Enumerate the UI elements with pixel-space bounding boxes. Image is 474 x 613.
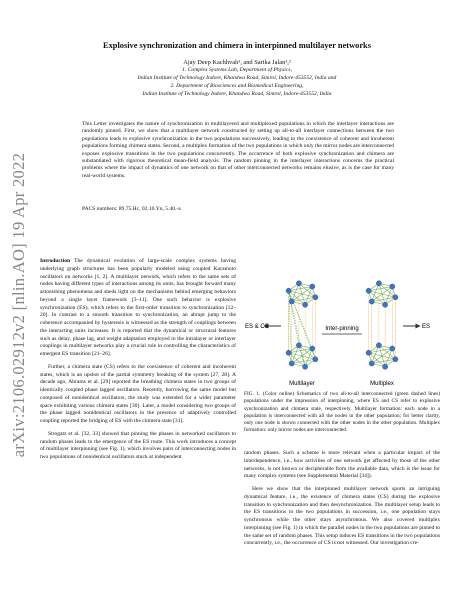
network-node <box>313 357 318 362</box>
intra-layer-edge <box>369 287 393 291</box>
paper-title: Explosive synchronization and chimera in interpinned multilayer networks <box>103 41 371 50</box>
network-node <box>390 346 395 351</box>
body-paragraph: Further, a chimera state (CS) refers to the coexistence of coherent and incoherent states, which is an upshot of the partial symmetry breaking of the system [27, 28]. A decade ago, Abrams et al. [29] reported the breathing chimera states in two groups of identically coupled phase lagged oscillators. Recently, borrowing the same model but composed of nonidentical oscillators, the study was extended for a wider parameter space exhibiting various chimera states [30]. Later, a model considering two groups of the phase lagged nonidentical oscillators in the presence of adaptively controlled coupling reported the bridging of ES with the chimera state [31]. <box>40 363 236 424</box>
network-node <box>286 350 291 355</box>
author-list: Ajay Deep Kachhvah¹, and Sarika Jalan¹,² <box>183 59 291 66</box>
network-node <box>376 343 381 348</box>
label-es-cs: ES & CS <box>245 324 269 330</box>
affiliation-line-4: Indian Institute of Technology Indore, Khandwa Road, Simrol, Indore-453552, India <box>142 91 332 97</box>
network-node <box>310 346 315 351</box>
network-node <box>390 284 395 289</box>
network-node <box>376 281 381 286</box>
network-node <box>383 364 388 369</box>
network-node <box>296 281 301 286</box>
network-node <box>383 302 388 307</box>
network-node <box>303 364 308 369</box>
body-paragraph: Here we show that the interpinned multilayer network sports an intriguing dynamical feature, i.e., the existence of chimera states (CS) during the explosive transition to synchronization and then desynchronization. The multilayer setup leads to the ES transitions in the two populations in succession, i.e., one population stays synchronous while the other stays asynchronous. We also covered multiplex interpinning (see Fig. 1) in which the parallel nodes in the two populations are pinned to the same set of random phases. This setup induces ES transitions in the two populations concurrently, i.e., the occurrence of CS is not witnessed. Our investigation cre- <box>244 486 440 547</box>
network-node <box>303 302 308 307</box>
affiliation-line-1: 1. Complex Systems Lab, Department of Physics, <box>182 67 292 73</box>
right-column <box>244 450 440 553</box>
affiliation-line-2: Indian Institute of Technology Indore, Khandwa Road, Simrol, Indore-453552, India and <box>137 75 337 81</box>
left-column <box>40 258 236 467</box>
network-node <box>313 295 318 300</box>
network-node <box>286 288 291 293</box>
abstract: This Letter investigates the nature of synchronization in multilayered and multiplexed populations in which the interlayer interactions are randomly pinned. First, we show that a multilayer network constructed by setting up all-to-all interlayer connections between the two populations leads to explosive synchronization in the two populations successively, leading to the coexistence of coherent and incoherent populations forming chimera states. Second, a multiplex formation of the two populations in which only the mirror nodes are interconnected exposes explosive transitions in the two populations concurrently. The occurrence of both explosive synchronization and chimera are substantiated with rigorous theoretical mean-field analysis. The random pinning in the interlayer interactions concerns the practical problems where the impact of dynamics of one network on that of other interconnected networks remains elusive, as is the case for many real-world systems. <box>82 121 394 179</box>
figure-1-caption: FIG. 1. (Color online) Schematics of two all-to-all interconnected (green dashed lines) populations under the impression of interpinning, where ES and CS refer to explosive synchronization and chimera state, respectively. Multilayer formation: each node in a population is interconnected with all the nodes in the other population; for better clarity, only one node is shown connected with the other nodes in the other population. Multiplex formation: only mirror nodes are interconnected. <box>244 391 440 434</box>
figure-1-graphic <box>244 268 440 390</box>
body-paragraph: random phases. Such a scheme is more relevant when a particular impact of the interdependence, i.e., how activities of one network get affected by those of the other networks, is not known or decipherable from the available data, which is the issue for many complex systems (see Supplemental Material [34]). <box>244 450 440 480</box>
inter-layer-edge <box>289 291 299 346</box>
intra-layer-edge <box>289 287 313 291</box>
network-node <box>366 350 371 355</box>
figure-1-schematic <box>244 268 440 390</box>
pacs-numbers: PACS numbers: 89.75.Hc, 02.10.Yn, 5.40.-a <box>82 206 181 212</box>
label-interpinning: Inter-pinning <box>325 326 359 332</box>
arxiv-id: arXiv:2106.02912v2 [nlin.AO] 19 Apr 2022 <box>9 152 28 458</box>
label-multiplex: Multiplex <box>370 381 394 387</box>
label-multilayer: Multilayer <box>289 381 315 387</box>
network-node <box>369 299 374 304</box>
network-node <box>366 288 371 293</box>
network-node <box>310 284 315 289</box>
intra-layer-edge <box>369 349 393 353</box>
body-paragraph: Strogatz et al. [32, 33] showed that pinning the phases in networked oscillators to random phases leads to the emergence of the ES route. This work introduces a concept of multilayer interpinning (see Fig. 1), which involves pairs of interconnecting nodes in two populations of nonidentical oscillators stuck at independent <box>40 430 236 460</box>
network-node <box>289 299 294 304</box>
network-node <box>369 361 374 366</box>
network-node <box>393 295 398 300</box>
network-node <box>393 357 398 362</box>
section-heading-introduction: Introduction <box>40 258 71 264</box>
arxiv-sidebar-stamp <box>4 150 34 460</box>
intra-layer-edge <box>289 349 313 353</box>
affiliation-line-3: 2. Department of Biosciences and Biomedical Engineering, <box>170 83 304 89</box>
label-es: ES <box>422 324 431 330</box>
intro-paragraph: Introduction The dynamical evolution of large-scale complex systems having underlying graph structures has been popularly modeled using coupled Kuramoto oscillators on networks [1, 2]. A multilayer network, which refers to the same sets of nodes having different types of interactions among its units, has brought forward many astonishing phenomena and sheds light on the mechanisms behind emerging behaviors beyond a single layer framework [3–11]. One such behavior is explosive synchronization (ES), which refers to the first-order transition to synchronization [12–20]. In contrast to a smooth transition to synchronization, an abrupt jump to the coherence accompanied by hysteresis is witnessed as the strength of couplings between the interacting units increases. It is reported that the dynamical or structural features such as delay, phase lag, and weight adaptation employed in the intralayer or interlayer couplings in multilayer networks play a crucial role in controlling the characteristics of emergent ES transition [21–26]. <box>40 258 236 357</box>
network-node <box>296 343 301 348</box>
network-node <box>289 361 294 366</box>
